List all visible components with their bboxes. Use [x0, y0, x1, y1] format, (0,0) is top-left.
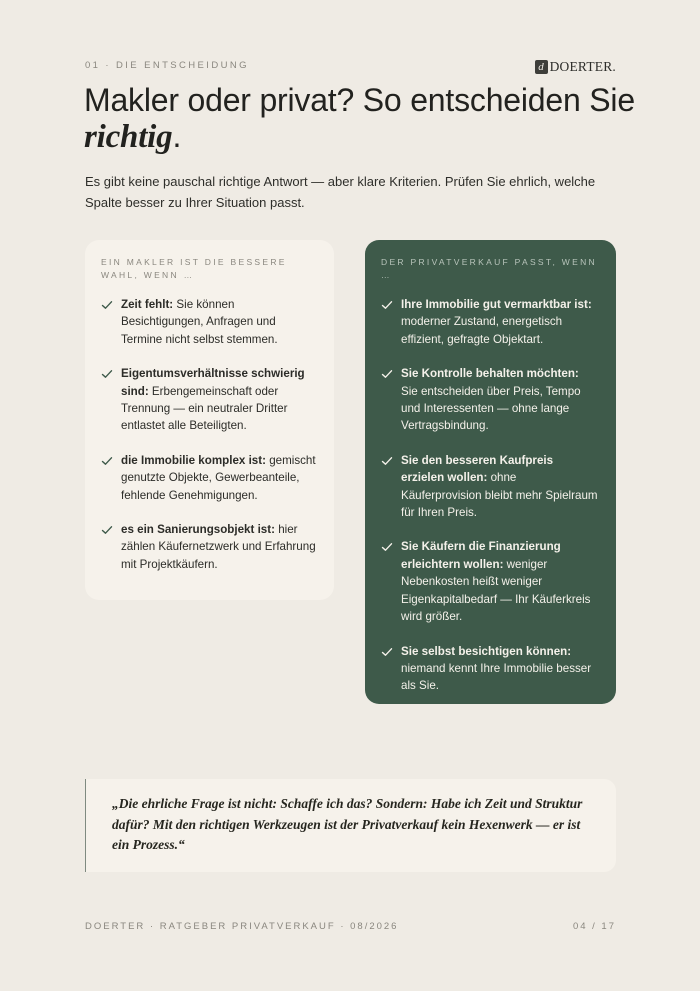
title-emphasis: richtig [84, 119, 173, 155]
checkmark-icon [381, 646, 393, 658]
criteria-text [121, 452, 316, 504]
criteria-item [381, 365, 598, 435]
criteria-item [381, 538, 598, 625]
criteria-text [401, 452, 598, 522]
checkmark-icon [381, 368, 393, 380]
checkmark-icon [101, 368, 113, 380]
criteria-list [101, 296, 316, 573]
criteria-label: Sie Kontrolle behalten möchten: [401, 367, 579, 381]
criteria-list [381, 296, 598, 695]
criteria-text [121, 521, 316, 573]
criteria-description: gemischt genutzte Objekte, Gewerbeanteile, fehlende Genehmigungen. [121, 453, 316, 502]
logo-mark-icon: d [535, 60, 548, 74]
criteria-description: Erbengemeinschaft oder Trennung — ein neutraler Dritter entlastet alle Beteiligten. [121, 384, 288, 433]
criteria-label: Sie den besseren Kaufpreis erzielen wollen: [401, 453, 554, 485]
title-end: . [172, 118, 182, 154]
criteria-text [121, 365, 316, 435]
pull-quote [85, 779, 616, 872]
broker-criteria-card [85, 240, 334, 600]
criteria-label: es ein Sanierungsobjekt ist: [121, 523, 275, 537]
criteria-text [401, 365, 598, 435]
criteria-text [121, 296, 316, 348]
criteria-description: Sie entscheiden über Preis, Tempo und Interessenten — ohne lange Vertragsbindung. [401, 384, 581, 433]
logo-text: DOERTER. [549, 59, 616, 74]
criteria-text [401, 643, 598, 695]
private-sale-criteria-card [365, 240, 616, 704]
footer-publication: DOERTER · RATGEBER PRIVATVERKAUF · 08/2026 [85, 921, 399, 932]
checkmark-icon [381, 541, 393, 553]
criteria-item [381, 643, 598, 695]
title-main: Makler oder privat? So entscheiden Sie [84, 82, 635, 118]
criteria-label: die Immobilie komplex ist: [121, 453, 266, 467]
card-heading: DER PRIVATVERKAUF PASST, WENN … [381, 257, 597, 280]
checkmark-icon [101, 524, 113, 536]
criteria-label: Sie selbst besichtigen können: [401, 644, 572, 658]
criteria-item [101, 296, 316, 348]
checkmark-icon [101, 299, 113, 311]
criteria-description: hier zählen Käufernetzwerk und Erfahrung mit Projektkäufern. [121, 523, 316, 571]
checkmark-icon [381, 455, 393, 467]
criteria-text [401, 538, 598, 625]
criteria-label: Sie Käufern die Finanzierung erleichtern wollen: [401, 540, 561, 571]
criteria-text [401, 296, 598, 348]
criteria-description: moderner Zustand, energetisch effizient, gefragte Objektart. [401, 315, 563, 346]
criteria-label: Zeit fehlt: [121, 298, 174, 311]
criteria-description: niemand kennt Ihre Immobilie besser als Sie. [401, 661, 592, 693]
section-eyebrow: 01 · DIE ENTSCHEIDUNG [85, 60, 249, 71]
criteria-item [381, 296, 598, 348]
criteria-item [101, 521, 316, 573]
checkmark-icon [381, 299, 393, 311]
criteria-item [101, 452, 316, 504]
card-heading: EIN MAKLER IST DIE BESSERE WAHL, WENN … [101, 257, 287, 280]
criteria-label: Eigentumsverhältnisse schwierig sind: [121, 367, 305, 398]
criteria-description: Sie können Besichtigungen, Anfragen und Termine nicht selbst stemmen. [121, 298, 278, 346]
checkmark-icon [101, 455, 113, 467]
criteria-item [101, 365, 316, 435]
page-title [84, 82, 644, 155]
criteria-item [381, 452, 598, 522]
quote-text: „Die ehrliche Frage ist nicht: Schaffe ich das? Sondern: Habe ich Zeit und Struktur dafür? Mit den richtigen Werkzeugen ist der Privatverkauf kein Hexenwerk — er ist ein Prozess.“ [112, 796, 583, 852]
footer-page-number: 04 / 17 [572, 921, 616, 932]
criteria-label: Ihre Immobilie gut vermarktbar ist: [401, 298, 592, 311]
criteria-description: ohne Käuferprovision bleibt mehr Spielraum für Ihren Preis. [401, 471, 598, 520]
brand-logo [535, 59, 616, 75]
intro-paragraph: Es gibt keine pauschal richtige Antwort — aber klare Kriterien. Prüfen Sie ehrlich, welche Spalte besser zu Ihrer Situation passt. [85, 174, 596, 210]
criteria-description: weniger Nebenkosten heißt weniger Eigenkapitalbedarf — Ihr Käuferkreis wird größer. [401, 557, 591, 624]
